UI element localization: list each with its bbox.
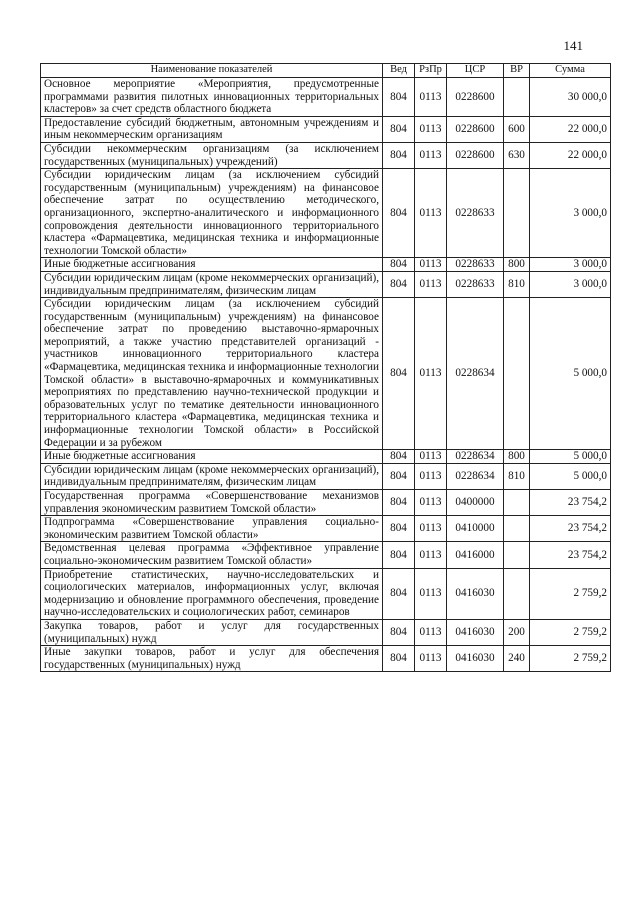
cell-name: Субсидии некоммерческим организациям (за исключением государственных (муниципальных) учреждений) — [41, 142, 383, 168]
cell-sum: 2 759,2 — [530, 568, 611, 619]
table-row — [41, 116, 611, 142]
cell-ved: 804 — [383, 619, 415, 645]
cell-rzpr: 0113 — [415, 463, 447, 489]
cell-sum: 2 759,2 — [530, 619, 611, 645]
cell-ved: 804 — [383, 78, 415, 117]
cell-rzpr: 0113 — [415, 542, 447, 568]
cell-csr: 0416030 — [447, 568, 504, 619]
cell-sum: 23 754,2 — [530, 516, 611, 542]
cell-rzpr: 0113 — [415, 450, 447, 464]
table-row — [41, 542, 611, 568]
cell-rzpr: 0113 — [415, 568, 447, 619]
cell-name: Субсидии юридическим лицам (за исключением субсидий государственным (муниципальным) учреждениям) на финансовое обеспечение затрат по осуществлению методического, организационного, экспертно-аналитического и информационного сопровождения деятельности инновационного территориального кластера «Фармацевтика, медицинская техника и информационные технологии Томской области» — [41, 169, 383, 258]
cell-csr: 0228600 — [447, 142, 504, 168]
column-header-ved: Вед — [383, 64, 415, 78]
cell-ved: 804 — [383, 298, 415, 450]
cell-csr: 0228600 — [447, 116, 504, 142]
cell-vr: 200 — [504, 619, 530, 645]
cell-ved: 804 — [383, 646, 415, 672]
table-row — [41, 490, 611, 516]
cell-sum: 22 000,0 — [530, 142, 611, 168]
cell-sum: 3 000,0 — [530, 258, 611, 272]
cell-ved: 804 — [383, 516, 415, 542]
cell-csr: 0228634 — [447, 298, 504, 450]
cell-sum: 23 754,2 — [530, 490, 611, 516]
table-row — [41, 142, 611, 168]
cell-rzpr: 0113 — [415, 142, 447, 168]
cell-rzpr: 0113 — [415, 298, 447, 450]
cell-rzpr: 0113 — [415, 516, 447, 542]
cell-name: Субсидии юридическим лицам (кроме некоммерческих организаций), индивидуальным предпринимателям, физическим лицам — [41, 271, 383, 297]
cell-vr: 630 — [504, 142, 530, 168]
table-row — [41, 646, 611, 672]
cell-vr: 240 — [504, 646, 530, 672]
cell-csr: 0228600 — [447, 78, 504, 117]
cell-name: Основное мероприятие «Мероприятия, предусмотренные программами развития пилотных инновационных территориальных кластеров» за счет средств областного бюджета — [41, 78, 383, 117]
cell-csr: 0228634 — [447, 463, 504, 489]
cell-vr: 800 — [504, 450, 530, 464]
cell-ved: 804 — [383, 142, 415, 168]
cell-csr: 0400000 — [447, 490, 504, 516]
cell-ved: 804 — [383, 169, 415, 258]
cell-rzpr: 0113 — [415, 78, 447, 117]
table-row — [41, 568, 611, 619]
cell-sum: 5 000,0 — [530, 450, 611, 464]
cell-sum: 22 000,0 — [530, 116, 611, 142]
cell-vr — [504, 568, 530, 619]
cell-sum: 5 000,0 — [530, 298, 611, 450]
cell-sum: 30 000,0 — [530, 78, 611, 117]
cell-ved: 804 — [383, 568, 415, 619]
cell-name: Предоставление субсидий бюджетным, автономным учреждениям и иным некоммерческим организациям — [41, 116, 383, 142]
cell-sum: 5 000,0 — [530, 463, 611, 489]
cell-sum: 2 759,2 — [530, 646, 611, 672]
cell-vr — [504, 516, 530, 542]
cell-vr — [504, 78, 530, 117]
cell-vr — [504, 298, 530, 450]
cell-ved: 804 — [383, 450, 415, 464]
cell-name: Закупка товаров, работ и услуг для государственных (муниципальных) нужд — [41, 619, 383, 645]
cell-rzpr: 0113 — [415, 646, 447, 672]
cell-vr: 810 — [504, 271, 530, 297]
cell-ved: 804 — [383, 463, 415, 489]
cell-vr — [504, 542, 530, 568]
cell-ved: 804 — [383, 271, 415, 297]
cell-csr: 0410000 — [447, 516, 504, 542]
cell-name: Иные бюджетные ассигнования — [41, 258, 383, 272]
table-row — [41, 298, 611, 450]
cell-name: Субсидии юридическим лицам (за исключением субсидий государственным (муниципальным) учреждениям) на финансовое обеспечение затрат по проведению выставочно-ярмарочных мероприятий, а также участию представителей организаций - участников инновационного территориального кластера «Фармацевтика, медицинская техника и информационные технологии Томской области» в выставочно-ярмарочных и коммуникативных мероприятиях по представлению научно-технической продукции и образовательных услуг по тематике деятельности инновационного территориального кластера «Фармацевтика, медицинская техника и информационные технологии Томской области» в Российской Федерации и за рубежом — [41, 298, 383, 450]
column-header-vr: ВР — [504, 64, 530, 78]
cell-csr: 0228633 — [447, 271, 504, 297]
cell-csr: 0416000 — [447, 542, 504, 568]
cell-ved: 804 — [383, 258, 415, 272]
cell-vr: 600 — [504, 116, 530, 142]
column-header-rzpr: РзПр — [415, 64, 447, 78]
cell-rzpr: 0113 — [415, 169, 447, 258]
page-number: 141 — [563, 38, 583, 53]
column-header-sum: Сумма — [530, 64, 611, 78]
table-header-row — [41, 64, 611, 78]
table-row — [41, 516, 611, 542]
cell-ved: 804 — [383, 116, 415, 142]
cell-rzpr: 0113 — [415, 271, 447, 297]
cell-name: Иные закупки товаров, работ и услуг для обеспечения государственных (муниципальных) нужд — [41, 646, 383, 672]
column-header-name: Наименование показателей — [41, 64, 383, 78]
cell-ved: 804 — [383, 542, 415, 568]
cell-sum: 3 000,0 — [530, 169, 611, 258]
table-row — [41, 271, 611, 297]
table-row — [41, 169, 611, 258]
cell-vr — [504, 490, 530, 516]
column-header-csr: ЦСР — [447, 64, 504, 78]
cell-csr: 0228634 — [447, 450, 504, 464]
cell-rzpr: 0113 — [415, 116, 447, 142]
table-row — [41, 258, 611, 272]
table-row — [41, 450, 611, 464]
cell-sum: 23 754,2 — [530, 542, 611, 568]
cell-vr — [504, 169, 530, 258]
cell-name: Государственная программа «Совершенствование механизмов управления экономическим развитием Томской области» — [41, 490, 383, 516]
cell-ved: 804 — [383, 490, 415, 516]
table-row — [41, 463, 611, 489]
cell-rzpr: 0113 — [415, 619, 447, 645]
cell-csr: 0416030 — [447, 619, 504, 645]
cell-csr: 0416030 — [447, 646, 504, 672]
cell-name: Подпрограмма «Совершенствование управления социально-экономическим развитием Томской области» — [41, 516, 383, 542]
cell-csr: 0228633 — [447, 258, 504, 272]
budget-table — [40, 63, 611, 672]
table-row — [41, 78, 611, 117]
cell-name: Субсидии юридическим лицам (кроме некоммерческих организаций), индивидуальным предпринимателям, физическим лицам — [41, 463, 383, 489]
cell-vr: 800 — [504, 258, 530, 272]
cell-rzpr: 0113 — [415, 490, 447, 516]
cell-vr: 810 — [504, 463, 530, 489]
cell-csr: 0228633 — [447, 169, 504, 258]
cell-name: Иные бюджетные ассигнования — [41, 450, 383, 464]
table-row — [41, 619, 611, 645]
cell-name: Приобретение статистических, научно-исследовательских и социологических материалов, информационных услуг, включая модернизацию и обновление программного обеспечения, проведение научно-исследовательских и социологических работ, семинаров — [41, 568, 383, 619]
cell-sum: 3 000,0 — [530, 271, 611, 297]
cell-rzpr: 0113 — [415, 258, 447, 272]
cell-name: Ведомственная целевая программа «Эффективное управление социально-экономическим развитием Томской области» — [41, 542, 383, 568]
